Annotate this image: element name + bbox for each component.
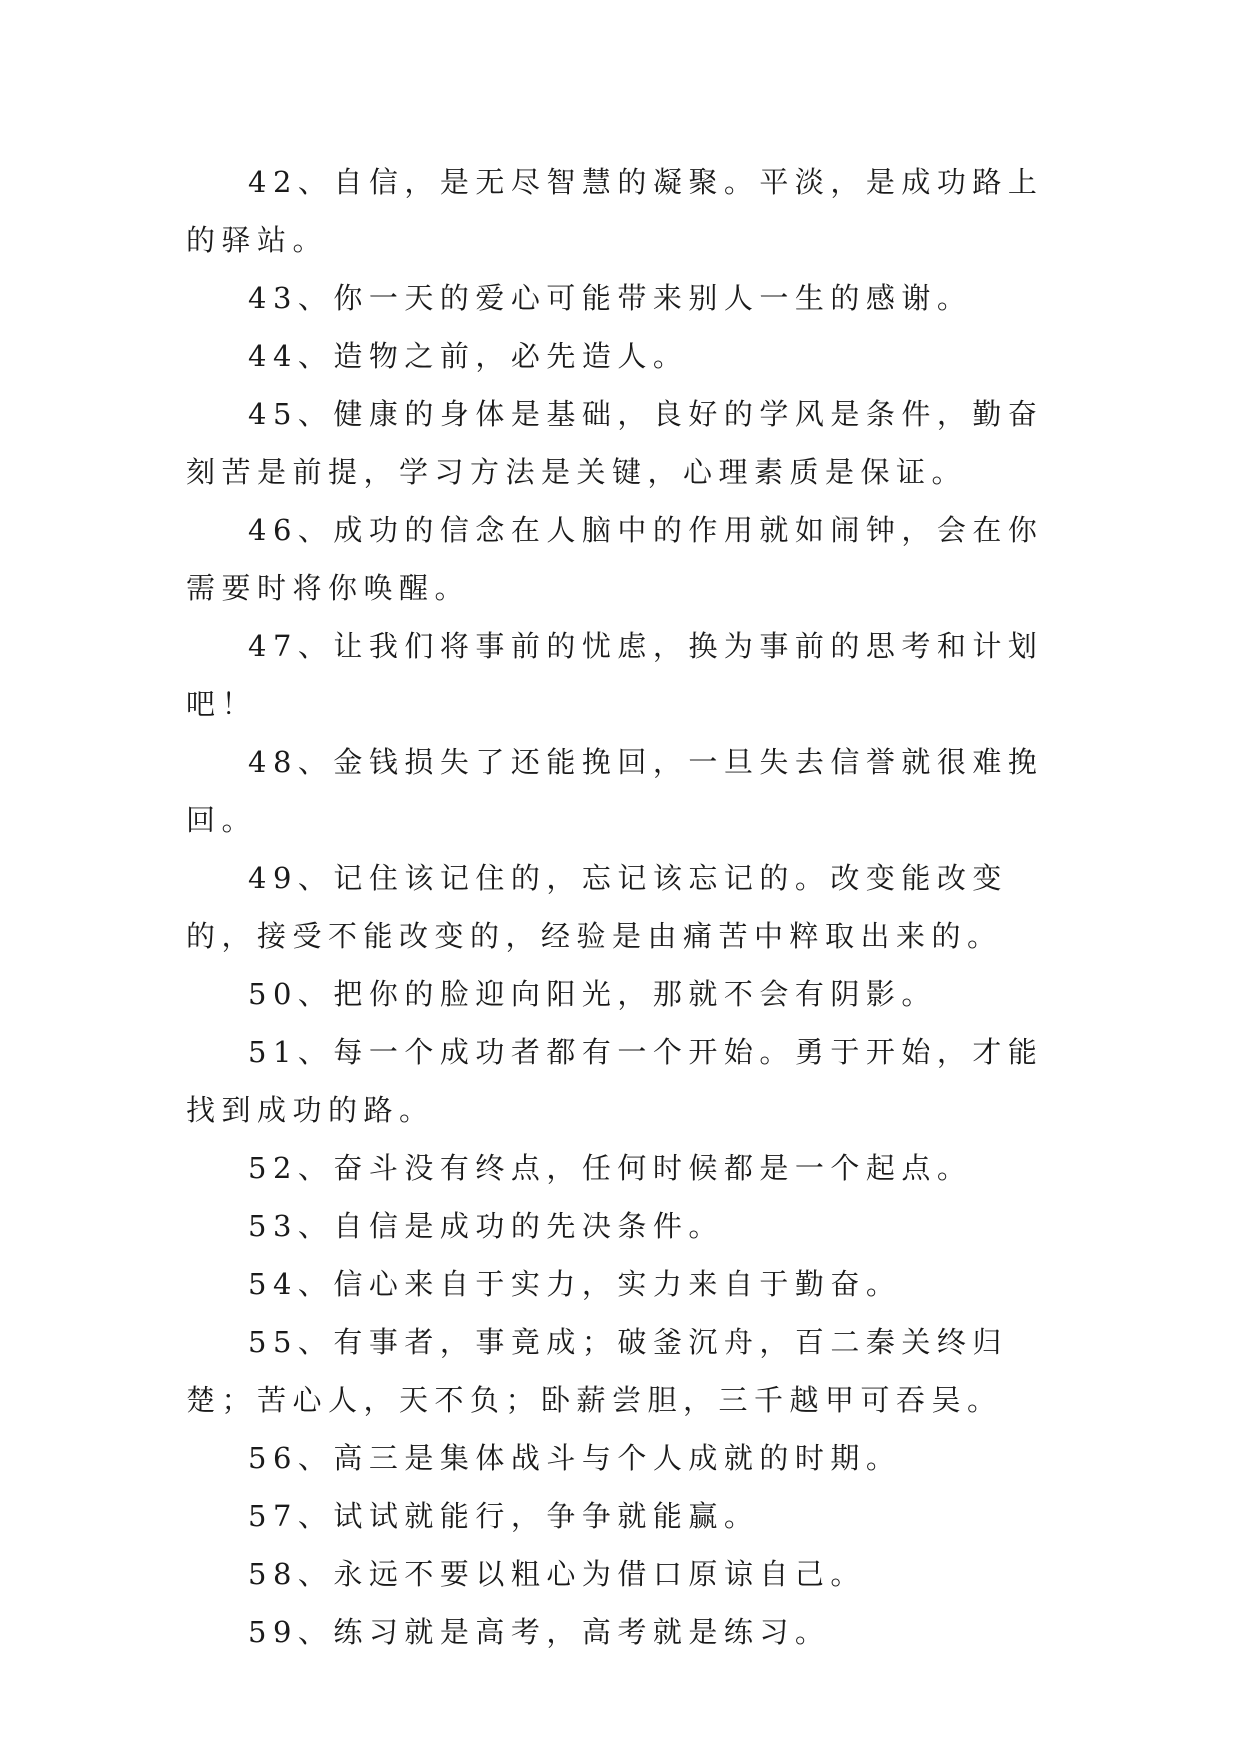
- quote-item: 43、你一天的爱心可能带来别人一生的感谢。: [248, 281, 973, 315]
- quote-item: 49、记住该记住的，忘记该忘记的。改变能改变的，接受不能改变的，经验是由痛苦中粹取出来的。: [186, 861, 1008, 953]
- quote-item: 50、把你的脸迎向阳光，那就不会有阴影。: [248, 977, 937, 1011]
- quote-item: 59、练习就是高考，高考就是练习。: [248, 1615, 831, 1649]
- quote-item: 47、让我们将事前的忧虑，换为事前的思考和计划吧！: [186, 629, 1044, 721]
- quote-item: 54、信心来自于实力，实力来自于勤奋。: [248, 1267, 902, 1301]
- quote-item: 44、造物之前，必先造人。: [248, 339, 689, 373]
- quote-item: 48、金钱损失了还能挽回，一旦失去信誉就很难挽回。: [186, 745, 1044, 837]
- quote-item: 53、自信是成功的先决条件。: [248, 1209, 724, 1243]
- quote-item: 55、有事者，事竟成；破釜沉舟，百二秦关终归楚；苦心人，天不负；卧薪尝胆，三千越甲可吞吴。: [186, 1325, 1008, 1417]
- quote-item: 51、每一个成功者都有一个开始。勇于开始，才能找到成功的路。: [186, 1035, 1044, 1127]
- quote-list: [186, 153, 1066, 1661]
- quote-item: 45、健康的身体是基础，良好的学风是条件，勤奋刻苦是前提，学习方法是关键，心理素质是保证。: [186, 397, 1044, 489]
- quote-item: 46、成功的信念在人脑中的作用就如闹钟，会在你需要时将你唤醒。: [186, 513, 1044, 605]
- quote-item: 57、试试就能行，争争就能赢。: [248, 1499, 760, 1533]
- quote-item: 58、永远不要以粗心为借口原谅自己。: [248, 1557, 866, 1591]
- quote-item: 56、高三是集体战斗与个人成就的时期。: [248, 1441, 902, 1475]
- quote-item: 52、奋斗没有终点，任何时候都是一个起点。: [248, 1151, 973, 1185]
- quote-item: 42、自信，是无尽智慧的凝聚。平淡，是成功路上的驿站。: [186, 165, 1044, 257]
